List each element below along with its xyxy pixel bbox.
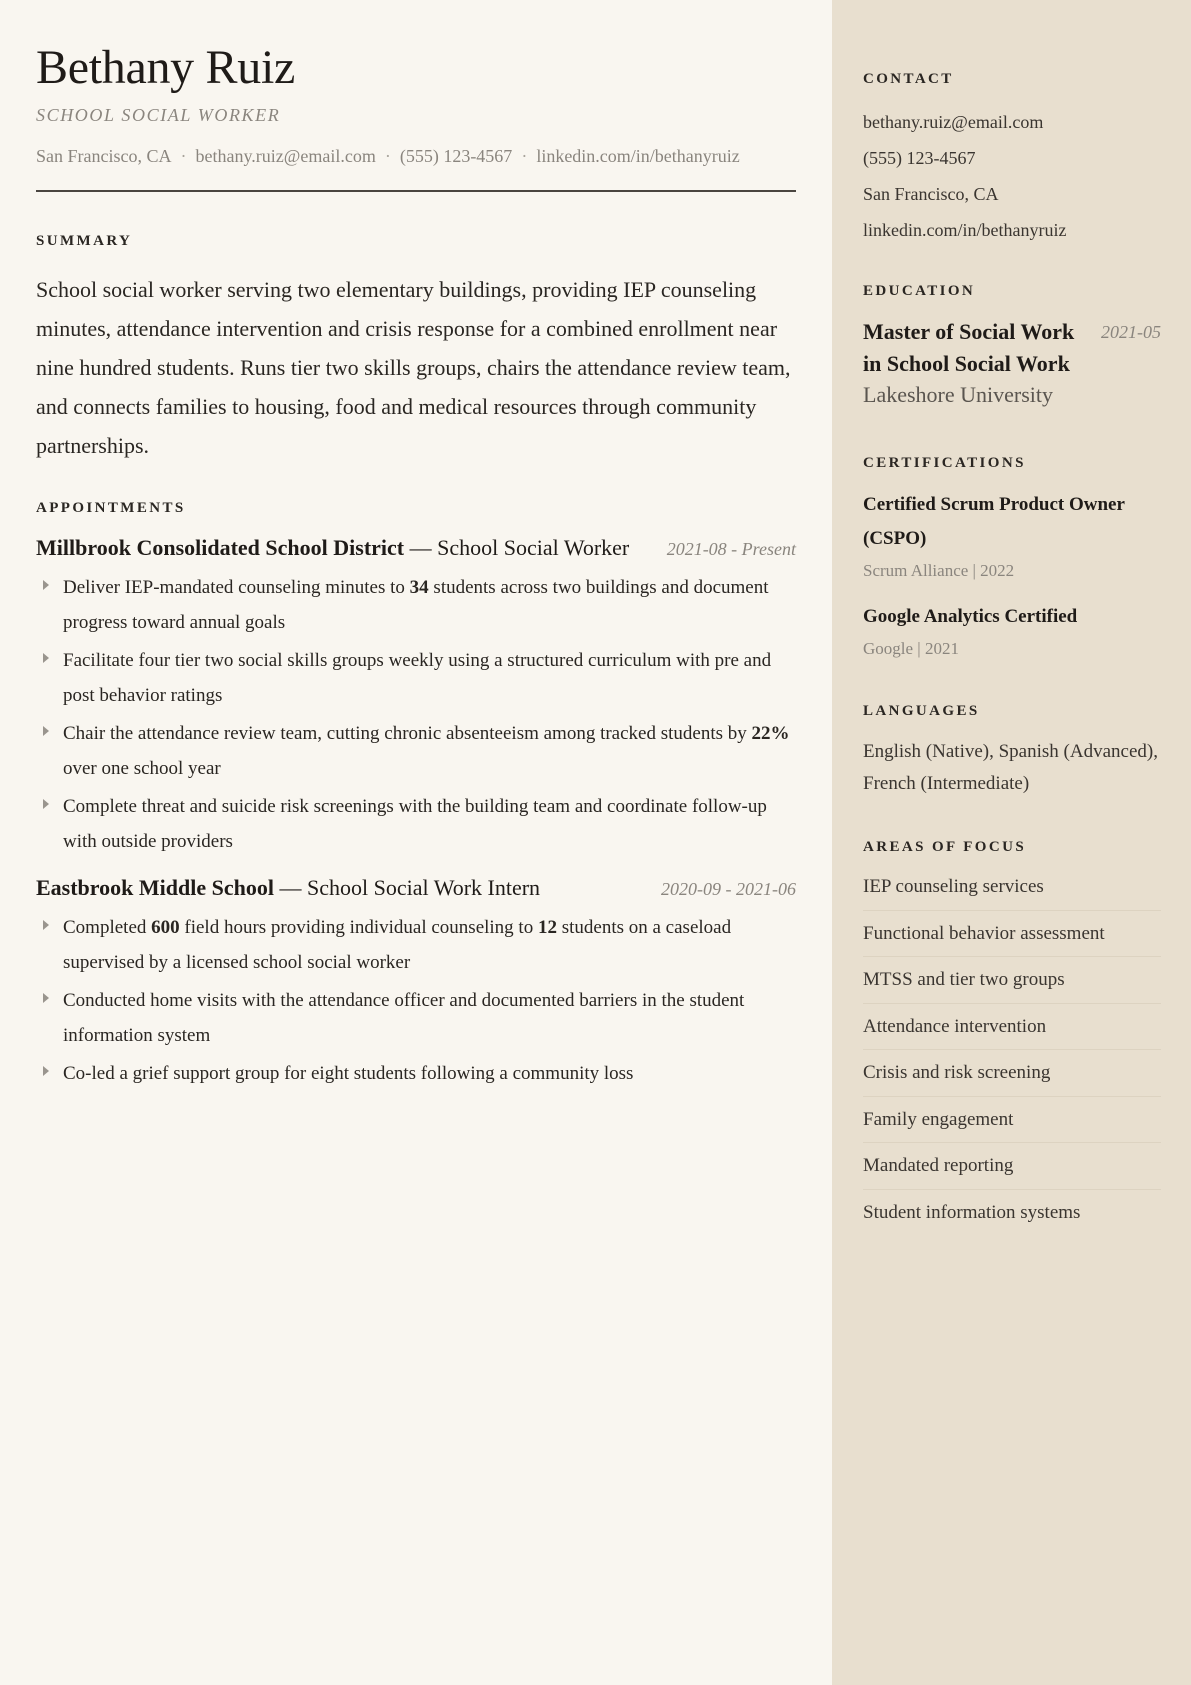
education-heading: EDUCATION: [863, 283, 976, 299]
job-title: SCHOOL SOCIAL WORKER: [36, 105, 281, 125]
certifications-heading: CERTIFICATIONS: [863, 455, 1026, 471]
sidebar-phone: (555) 123-4567: [863, 148, 976, 168]
bullet-text: students across two buildings and document progress toward annual goals: [63, 577, 769, 633]
bullet-text: Completed: [63, 917, 152, 938]
job-position: [36, 533, 629, 563]
sidebar-contact: [863, 70, 1161, 248]
certification-name: Certified Scrum Product Owner (CSPO): [863, 494, 1125, 549]
bullet-text: Conducted home visits with the attendance officer and documented barriers in the student information system: [63, 990, 745, 1046]
education-degree: Master of Social Work in School Social Work: [863, 319, 1075, 376]
sidebar-location: San Francisco, CA: [863, 184, 999, 204]
languages-text: English (Native), Spanish (Advanced), French (Intermediate): [863, 741, 1158, 794]
sidebar-linkedin[interactable]: linkedin.com/in/bethanyruiz: [863, 220, 1067, 240]
education-row: [863, 316, 1161, 380]
bullet-text: Complete threat and suicide risk screenings with the building team and coordinate follow-up with outside providers: [63, 796, 767, 852]
focus-item: Functional behavior assessment: [863, 911, 1161, 958]
appointments-heading: APPOINTMENTS: [36, 500, 186, 516]
candidate-name: Bethany Ruiz: [36, 41, 296, 94]
job-bullets: [36, 571, 796, 859]
contact-heading: CONTACT: [863, 71, 954, 87]
sidebar-education: [863, 282, 1161, 410]
bullet-item: [36, 571, 796, 640]
job-organization: Millbrook Consolidated School District: [36, 535, 405, 560]
contact-location: San Francisco, CA: [36, 146, 172, 166]
bullet-metric: 34: [409, 577, 429, 598]
sidebar-email[interactable]: bethany.ruiz@email.com: [863, 112, 1044, 132]
bullet-text: field hours providing individual counseling to: [179, 917, 538, 938]
bullet-triangle-icon: [43, 920, 49, 930]
job-role: — School Social Worker: [404, 535, 630, 560]
focus-item: Family engagement: [863, 1097, 1161, 1144]
certification-meta: Scrum Alliance | 2022: [863, 561, 1015, 580]
bullet-triangle-icon: [43, 726, 49, 736]
bullet-triangle-icon: [43, 1066, 49, 1076]
sidebar-languages: [863, 702, 1161, 800]
summary-text: School social worker serving two elementary buildings, providing IEP counseling minutes, attendance intervention and crisis response for a combined enrollment near nine hundred students. Runs tier two skills groups, chairs the attendance review team, and connects families to housing, food and medical resources through community partnerships.: [36, 277, 791, 458]
job-position: [36, 873, 540, 903]
bullet-item: [36, 717, 796, 786]
bullet-triangle-icon: [43, 580, 49, 590]
bullet-text: Co-led a grief support group for eight students following a community loss: [63, 1063, 634, 1084]
certification-name: Google Analytics Certified: [863, 606, 1078, 627]
bullet-metric: 12: [537, 917, 557, 938]
languages-heading: LANGUAGES: [863, 703, 980, 719]
separator: ·: [180, 146, 187, 166]
bullet-text: Deliver IEP-mandated counseling minutes to: [63, 577, 410, 598]
bullet-item: [36, 1057, 796, 1092]
job-entry: [36, 533, 796, 859]
focus-item: Crisis and risk screening: [863, 1050, 1161, 1097]
focus-item: Student information systems: [863, 1201, 1081, 1223]
bullet-triangle-icon: [43, 799, 49, 809]
bullet-triangle-icon: [43, 653, 49, 663]
certification-meta: Google | 2021: [863, 639, 959, 658]
focus-item: Attendance intervention: [863, 1004, 1161, 1051]
focus-heading: AREAS OF FOCUS: [863, 839, 1027, 855]
bullet-metric: 22%: [751, 723, 790, 744]
bullet-text: Facilitate four tier two social skills groups weekly using a structured curriculum with pre and post behavior ratings: [63, 650, 772, 706]
job-dates: 2020-09 - 2021-06: [661, 879, 796, 899]
bullet-item: [36, 911, 796, 980]
bullet-triangle-icon: [43, 993, 49, 1003]
sidebar-certifications: [863, 454, 1161, 664]
bullet-metric: 600: [151, 917, 180, 938]
contact-line: [36, 144, 796, 168]
separator: ·: [521, 146, 528, 166]
summary-heading: SUMMARY: [36, 233, 133, 249]
contact-phone: (555) 123-4567: [399, 146, 513, 166]
focus-list: [863, 864, 1161, 1235]
job-dates: 2021-08 - Present: [666, 539, 796, 559]
sidebar-focus: [863, 838, 1161, 1235]
header-divider: [36, 190, 796, 192]
education-date: 2021-05: [1101, 322, 1161, 342]
contact-linkedin[interactable]: linkedin.com/in/bethanyruiz: [536, 146, 740, 166]
sidebar: [832, 0, 1191, 1685]
job-header: [36, 873, 796, 903]
contact-email[interactable]: bethany.ruiz@email.com: [195, 146, 376, 166]
bullet-text: students on a caseload supervised by a licensed school social worker: [63, 917, 732, 973]
bullet-item: [36, 644, 796, 713]
education-school: Lakeshore University: [863, 382, 1053, 407]
separator: ·: [384, 146, 391, 166]
job-header: [36, 533, 796, 563]
bullet-item: [36, 984, 796, 1053]
job-role: — School Social Work Intern: [273, 875, 541, 900]
job-organization: Eastbrook Middle School: [36, 875, 274, 900]
focus-item: IEP counseling services: [863, 864, 1161, 911]
job-entry: [36, 873, 796, 1092]
bullet-item: [36, 790, 796, 859]
bullet-text: Chair the attendance review team, cutting chronic absenteeism among tracked students by: [63, 723, 752, 744]
job-bullets: [36, 911, 796, 1092]
bullet-text: over one school year: [63, 757, 221, 779]
focus-item: MTSS and tier two groups: [863, 957, 1161, 1004]
focus-item: Mandated reporting: [863, 1143, 1161, 1190]
